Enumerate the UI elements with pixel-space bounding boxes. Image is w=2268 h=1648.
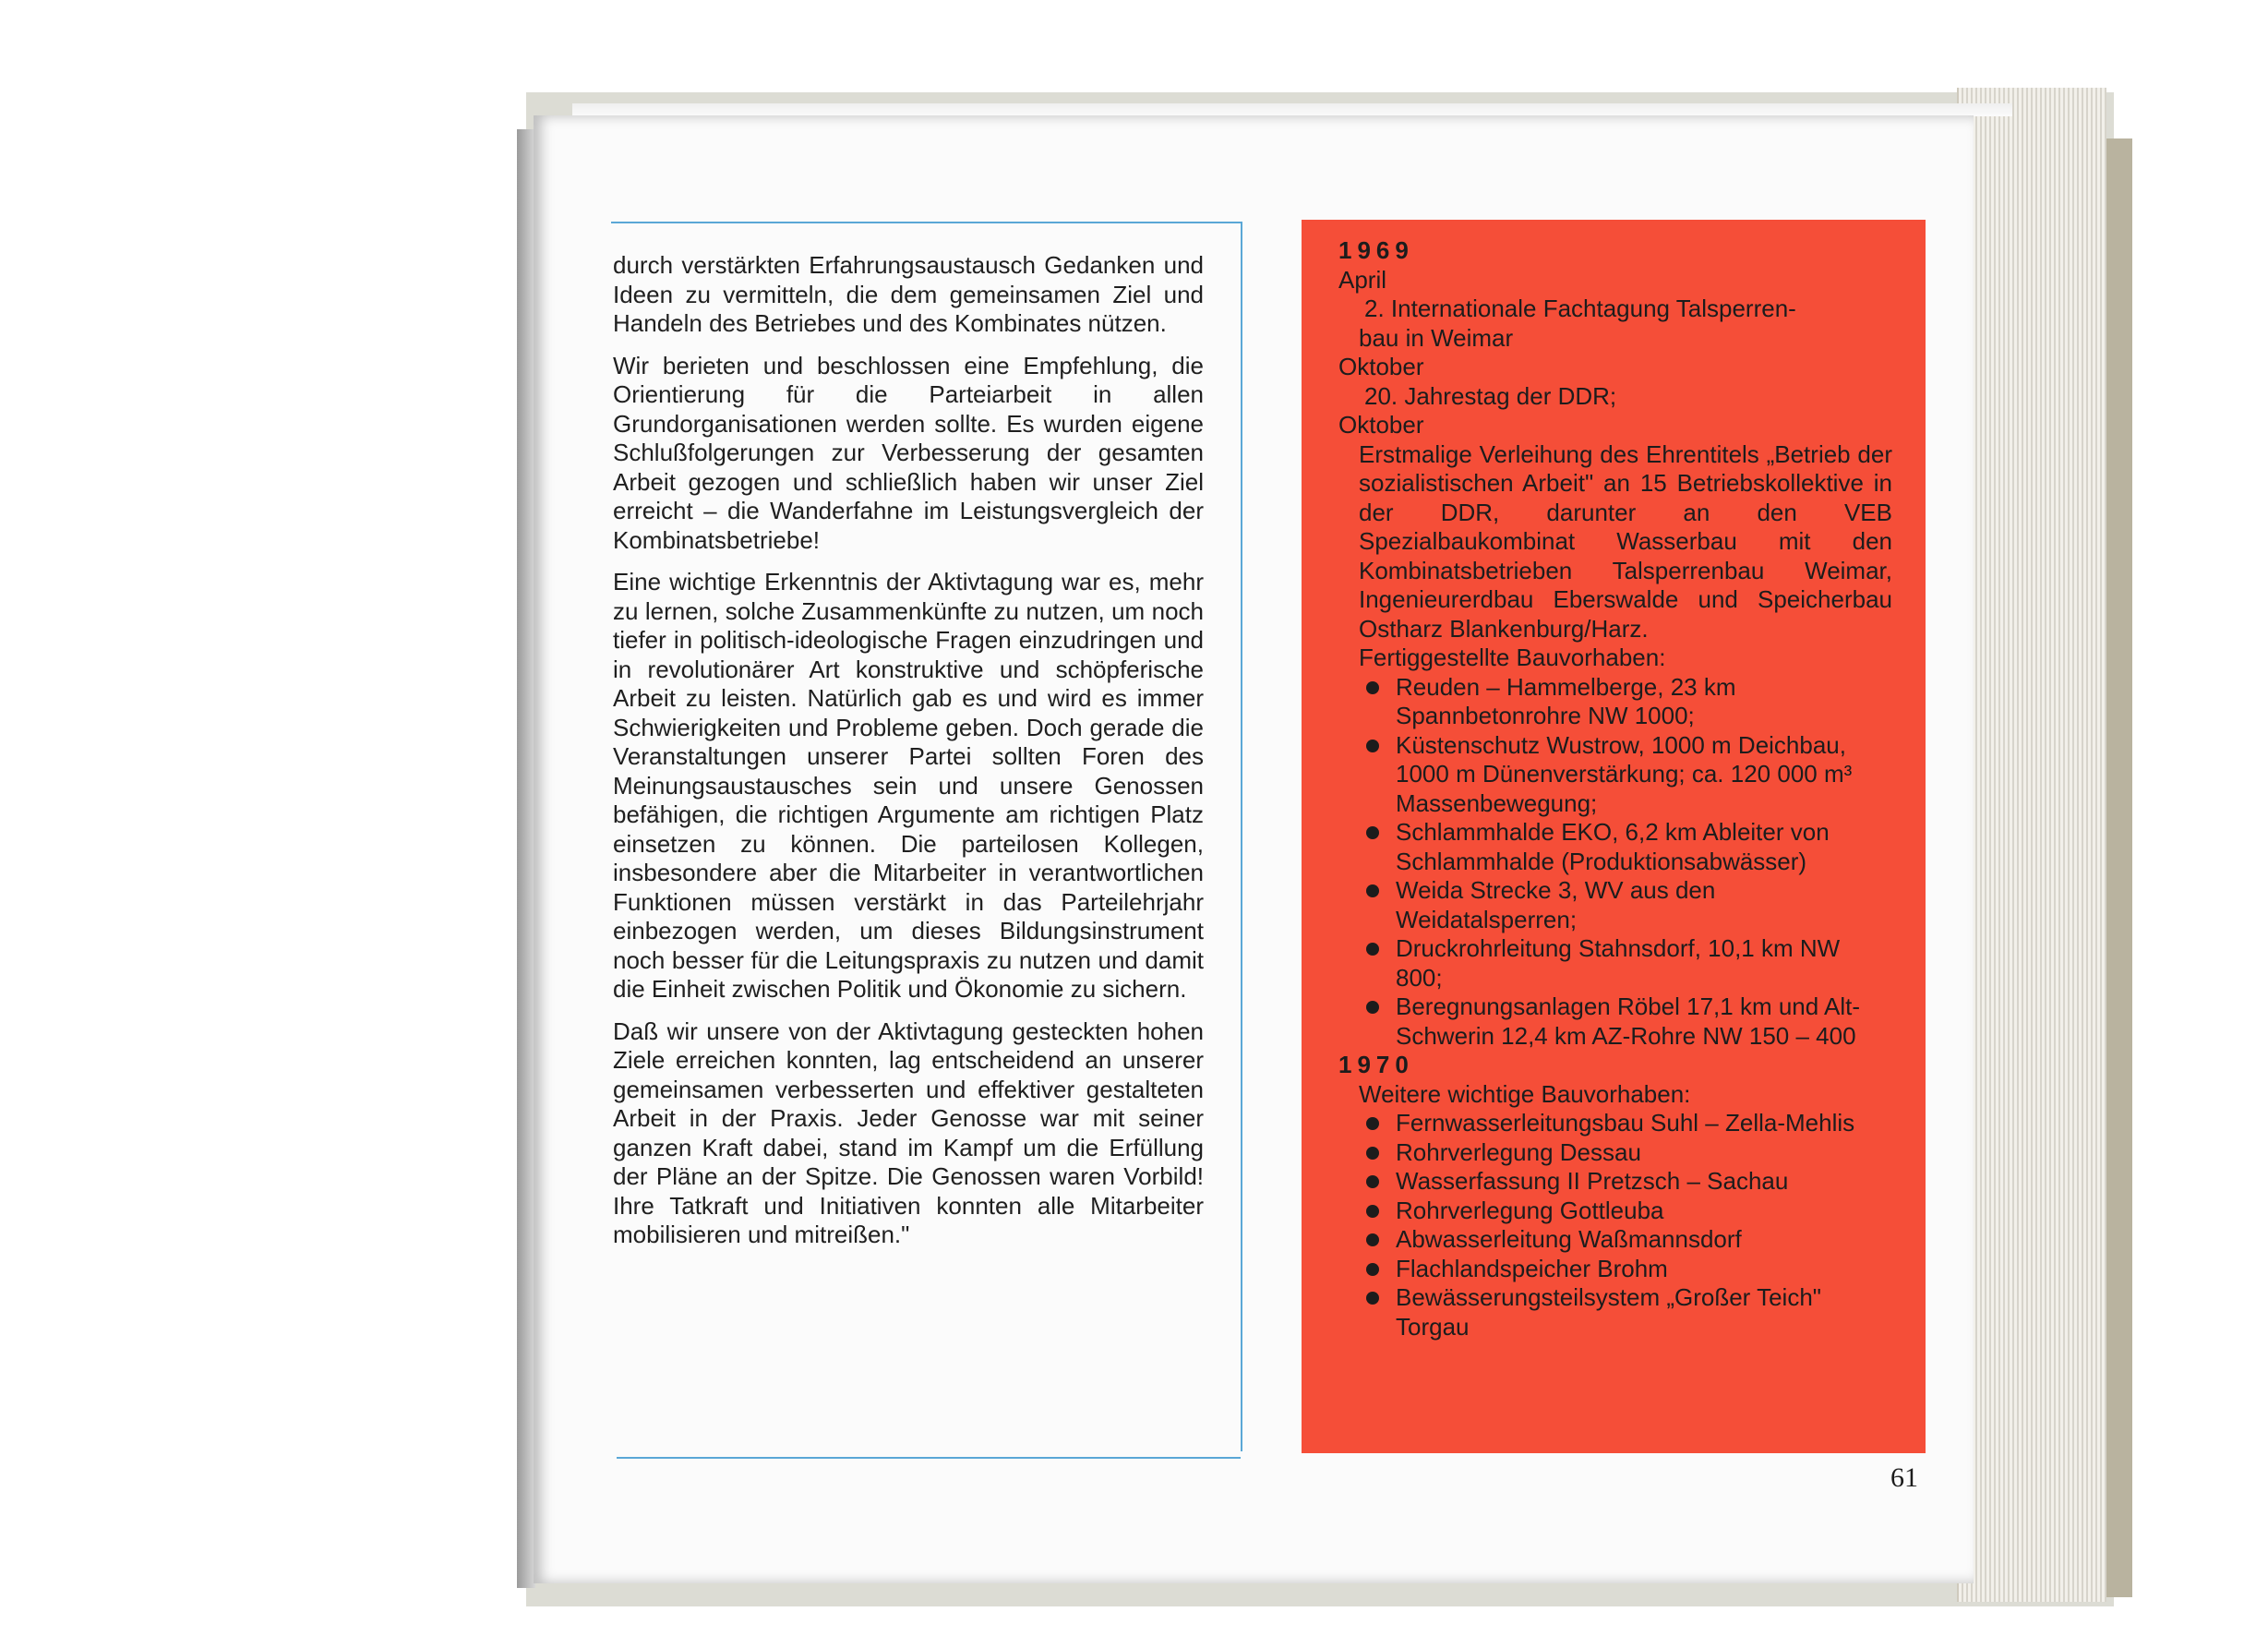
page-gutter-shadow (517, 129, 535, 1588)
event-text: bau in Weimar (1359, 323, 1514, 352)
bullet-icon (1366, 681, 1379, 694)
section-heading: Fertiggestellte Bauvorhaben: (1359, 644, 1666, 671)
bullet-icon (1366, 1001, 1379, 1014)
bullet-icon (1366, 740, 1379, 752)
chronicle-text (1338, 236, 1892, 1341)
project-text: Abwasserleitung Waßmannsdorf (1396, 1225, 1742, 1253)
bullet-icon (1366, 826, 1379, 839)
project-text: Rohrverlegung Dessau (1396, 1137, 1641, 1166)
list-item (1364, 1255, 1892, 1284)
bullet-icon (1366, 1205, 1379, 1218)
list-item (1364, 1197, 1892, 1226)
year-heading-1970: 1970 (1338, 1051, 1414, 1078)
list-item (1364, 1138, 1892, 1168)
event-text: 2. Internationale Fachtagung Talsperren- (1364, 295, 1796, 322)
project-text: Druckrohrleitung Stahnsdorf, 10,1 km NW 800; (1396, 934, 1841, 992)
project-text: Schlammhalde EKO, 6,2 km Ableiter von Schlammhalde (Produktionsabwässer) (1396, 818, 1830, 875)
project-text: Beregnungsanlagen Röbel 17,1 km und Alt-Schwerin 12,4 km AZ-Rohre NW 150 – 400 (1396, 992, 1861, 1050)
previous-page-edge (572, 103, 2012, 116)
project-text: Flachlandspeicher Brohm (1396, 1254, 1668, 1282)
completed-projects-list (1338, 673, 1892, 1052)
list-item (1364, 1283, 1892, 1341)
list-item (1364, 1167, 1892, 1197)
bullet-icon (1366, 943, 1379, 956)
page-number: 61 (1890, 1462, 1918, 1493)
project-text: Reuden – Hammelberge, 23 km Spannbetonrohre NW 1000; (1396, 672, 1736, 729)
project-text: Küstenschutz Wustrow, 1000 m Deichbau, 1000 m Dünenverstärkung; ca. 120 000 m³ Massenbewegung; (1396, 730, 1853, 817)
bullet-icon (1366, 1233, 1379, 1246)
bullet-icon (1366, 884, 1379, 897)
bullet-icon (1366, 1175, 1379, 1188)
project-text: Wasserfassung II Pretzsch – Sachau (1396, 1167, 1789, 1195)
bullet-icon (1366, 1117, 1379, 1130)
page-edges (1957, 88, 2106, 1602)
project-text: Rohrverlegung Gottleuba (1396, 1196, 1664, 1224)
list-item (1364, 818, 1892, 876)
project-text: Fernwasserleitungsbau Suhl – Zella-Mehlis (1396, 1109, 1855, 1137)
month-label: Oktober (1338, 411, 1424, 439)
list-item (1364, 1225, 1892, 1255)
paragraph: Eine wichtige Erkenntnis der Aktivtagung war es, mehr zu lernen, solche Zusammenkünfte zu nutzen, um noch tiefer in politisch-ideologische Fragen einzudringen und in revolutionärer Art konstruktive und schöpferische Arbeit zu leisten. Natürlich gab es und wird es immer Schwierigkeiten und Probleme geben. Doch gerade die Veranstaltungen unserer Partei sollten Foren des Meinungsaustausches sein und unsere Genossen befähigen, die richtigen Argumente am richtigen Platz einsetzen zu können. Die parteilosen Kollegen, insbesondere aber die Mitarbeiter in verantwortlichen Funktionen müssen verstärkt in das Parteilehrjahr einbezogen werden, um dieses Bildungsinstrument noch besser für die Leitungspraxis zu nutzen und damit die Einheit zwischen Politik und Ökonomie zu sichern. (613, 568, 1204, 1003)
list-item (1364, 673, 1892, 731)
paragraph: durch verstärkten Erfahrungsaustausch Gedanken und Ideen zu vermitteln, die dem gemeinsamen Ziel und Handeln des Betriebes und des Kombinates nützen. (613, 251, 1204, 337)
event-text: Erstmalige Verleihung des Ehrentitels „Betrieb der sozialistischen Arbeit" an 15 Betriebskollektive in der DDR, darunter an den VEB Spezialbaukombinat Wasserbau mit den Kombinatsbetrieben Talsperrenbau Weimar, Ingenieurerdbau Eberswalde und Speicherbau Ostharz Blankenburg/Harz. (1359, 439, 1892, 643)
list-item (1364, 1109, 1892, 1138)
further-projects-list (1338, 1109, 1892, 1341)
quote-box-bottom-rule (617, 1457, 1241, 1459)
section-heading: Weitere wichtige Bauvorhaben: (1359, 1079, 1691, 1108)
bullet-icon (1366, 1292, 1379, 1305)
year-heading-1969: 1969 (1338, 236, 1414, 264)
bullet-icon (1366, 1147, 1379, 1160)
quote-text-column (613, 251, 1204, 1263)
event-text: 20. Jahrestag der DDR; (1364, 381, 1617, 410)
bullet-icon (1366, 1263, 1379, 1276)
paragraph: Daß wir unsere von der Aktivtagung gesteckten hohen Ziele erreichen konnten, lag entscheidend an unserer gemeinsamen verbesserten und effektiver gestalteten Arbeit in der Praxis. Jeder Genosse war mit seiner ganzen Kraft dabei, stand im Kampf um die Erfüllung der Pläne an der Spitze. Die Genossen waren Vorbild! Ihre Tatkraft und Initiativen konnten alle Mitarbeiter mobilisieren und mitreißen." (613, 1016, 1204, 1248)
month-label: April (1338, 265, 1387, 294)
list-item (1364, 992, 1892, 1051)
paragraph: Wir berieten und beschlossen eine Empfehlung, die Orientierung für die Parteiarbeit in allen Grundorganisationen werden sollte. Es wurden eigene Schlußfolgerungen zur Verbesserung der gesamten Arbeit gezogen und schließlich haben wir unser Ziel erreicht – die Wanderfahne im Leistungsvergleich der Kombinatsbetriebe! (613, 351, 1204, 554)
project-text: Weida Strecke 3, WV aus den Weidatalsperren; (1396, 876, 1716, 933)
list-item (1364, 731, 1892, 819)
month-label: Oktober (1338, 353, 1424, 380)
project-text: Bewässerungsteilsystem „Großer Teich" Torgau (1396, 1283, 1822, 1341)
list-item (1364, 934, 1892, 992)
list-item (1364, 876, 1892, 934)
